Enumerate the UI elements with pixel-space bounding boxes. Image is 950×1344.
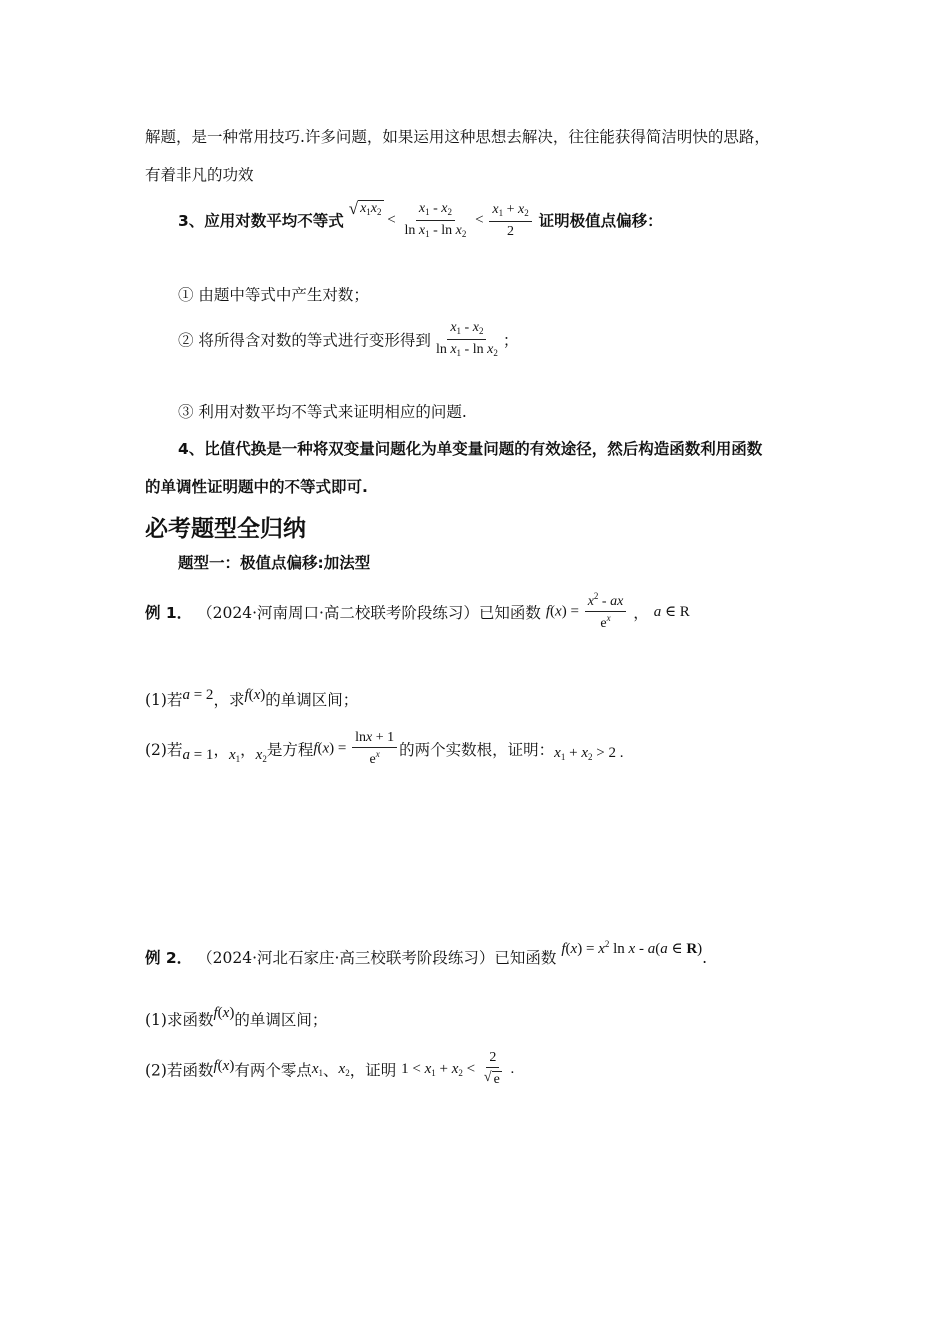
item4-line-1: 4、比值代换是一种将双变量问题化为单变量问题的有效途径，然后构造函数利用函数: [178, 440, 763, 458]
section-heading: 必考题型全归纳: [145, 516, 306, 542]
example-1-stem: 例 1． （2024·河南周口·高二校联考阶段练习）已知函数 f(x) = $\frac{x^2 - ax}{e^x}$ ， a ∈ R: [145, 591, 690, 632]
item3-step-3: ③ 利用对数平均不等式来证明相应的问题.: [178, 403, 467, 421]
ex2-inequality: $1 < x_1 + x_2$ < 2 √ e .: [401, 1050, 515, 1088]
intro-line-1: 解题，是一种常用技巧.许多问题，如果运用这种思想去解决，往往能获得简洁明快的思路，: [145, 128, 770, 146]
ex2-question-1: (1)求函数f(x)的单调区间；: [145, 1005, 328, 1029]
ex1-domain: a ∈ R: [653, 604, 690, 621]
ex1-question-2: (2)若a = 1，$x_1$，$x_2$是方程f(x) = $\frac{\ln x + 1}{e^x}$ 的两个实数根，证明：$x_1 + x_2 > 2$ .: [145, 730, 624, 768]
ex1-inequality: $x_1 + x_2 > 2$ .: [554, 744, 624, 762]
log-mean-fraction: $\frac{x_1 - x_2}{\ln x_1 - \ln x_2}$: [435, 320, 498, 358]
ex1-function-def: f(x) = $\frac{x^2 - ax}{e^x}$: [546, 592, 628, 632]
type1-heading: 题型一：极值点偏移:加法型: [178, 554, 371, 572]
item3-step-2: ② 将所得含对数的等式进行变形得到 $\frac{x_1 - x_2}{\ln x_1 - \ln x_2}$ ；: [178, 320, 519, 358]
ex1-question-1: (1)若a = 2，求f(x)的单调区间；: [145, 687, 359, 709]
item4-line-2: 的单调性证明题中的不等式即可.: [145, 478, 368, 496]
ex2-question-2: (2)若函数f(x)有两个零点$x_1$、$x_2$，证明 $1 < x_1 + x_2$ < 2 √ e .: [145, 1050, 515, 1088]
item3-step-1: ① 由题中等式中产生对数；: [178, 286, 369, 304]
ex1-equation: f(x) = $\frac{\ln x + 1}{e^x}$: [313, 730, 399, 768]
log-mean-inequality: √ $x_1x_2$ < $\frac{x_1 - x_2}{\ln x_1 - \ln x_2}$ < $\frac{x_1 + x_2}{2}$: [349, 200, 534, 240]
example-2-stem: 例 2． （2024·河北石家庄·高三校联考阶段练习）已知函数 $f(x) = x^2$ ln x - a(a ∈ R).: [145, 939, 708, 967]
item3-heading: 3、应用对数平均不等式 √ $x_1x_2$ < $\frac{x_1 - x_2}{\ln x_1 - \ln x_2}$ < $\frac{x_1 + x_2}{2}$ 证明极值点偏移：: [178, 199, 663, 240]
ex2-function-def: $f(x) = x^2$ ln x - a(a ∈ R): [561, 939, 703, 957]
intro-line-2: 有着非凡的功效: [145, 166, 254, 184]
